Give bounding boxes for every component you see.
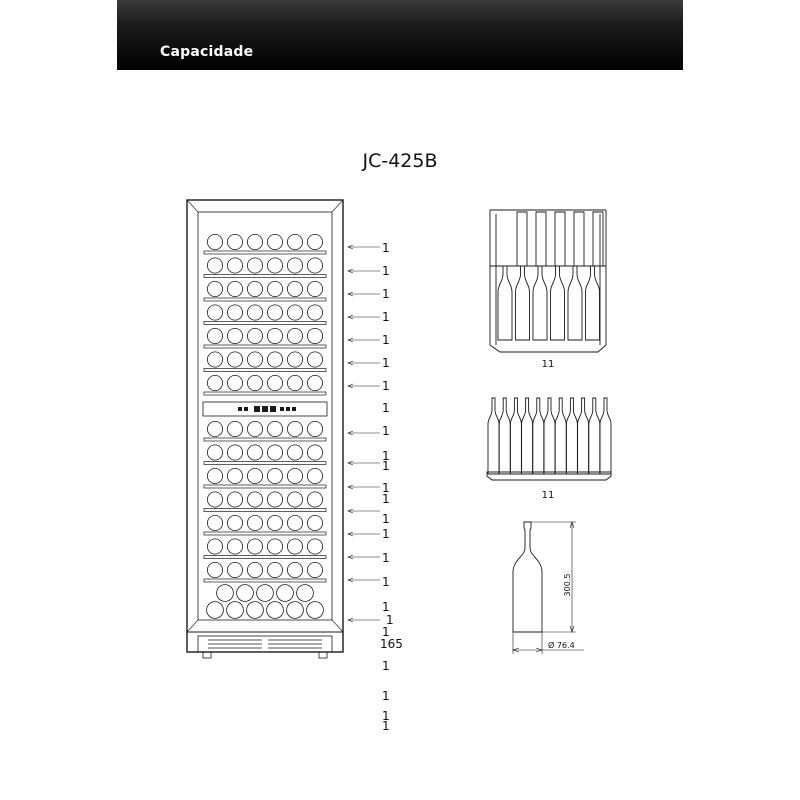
model-title: JC-425B <box>362 150 438 172</box>
bottle-end <box>247 602 264 619</box>
bottle-top-view <box>536 212 546 266</box>
fixed-shelf-tray <box>487 472 611 480</box>
bottle-end <box>267 421 282 436</box>
bottle-end <box>307 468 322 483</box>
upper-zone-shelves <box>204 234 326 395</box>
bottle-end <box>227 258 242 273</box>
sliding-shelf-drawing <box>490 210 606 352</box>
bottle-end <box>227 421 242 436</box>
bottle-end <box>227 445 242 460</box>
bottle-end <box>247 515 262 530</box>
bottle-end <box>287 445 302 460</box>
shelf-rail <box>204 251 326 254</box>
shelf-rail <box>204 369 326 372</box>
shelf-rail <box>204 462 326 465</box>
bottle-end <box>247 468 262 483</box>
bottle-end <box>267 602 284 619</box>
bottle-end <box>307 281 322 296</box>
bottle-end <box>227 281 242 296</box>
bottle-end <box>267 539 282 554</box>
callout-arrow <box>348 555 380 559</box>
bottle-end <box>287 305 302 320</box>
wine-cabinet-drawing <box>187 200 343 658</box>
shelf-rail <box>204 509 326 512</box>
bottle-side <box>551 266 565 340</box>
bottle-end <box>207 328 222 343</box>
lower-shelf-7 <box>204 562 326 582</box>
shelf-capacity-label: 1 <box>382 379 390 393</box>
bottle-end <box>287 602 304 619</box>
shelf-capacity-label: 1 <box>382 551 390 565</box>
bottle-side <box>498 266 512 340</box>
bottle-end <box>247 352 262 367</box>
bottle-end <box>267 305 282 320</box>
shelf-capacity-label: 1 <box>382 310 390 324</box>
callout-arrow <box>348 509 380 513</box>
shelf-capacity-label: 1 <box>382 689 390 703</box>
bottle-end <box>307 492 322 507</box>
bottle-top-view <box>574 212 584 266</box>
bottle-end <box>207 234 222 249</box>
shelf-capacity-label: 1 <box>382 719 390 733</box>
bottle-end <box>247 258 262 273</box>
upper-shelf-1 <box>204 234 326 254</box>
shelf-capacity-label: 1 <box>382 481 390 495</box>
shelf-capacity-label: 1 <box>382 287 390 301</box>
bottle-side <box>516 266 530 340</box>
shelf-capacity-label: 1 <box>382 527 390 541</box>
bottle-side <box>499 398 510 474</box>
bottle-top-view <box>555 212 565 266</box>
fixed-shelf-bottles <box>488 398 611 474</box>
lower-shelf-1 <box>204 421 326 441</box>
control-panel-buttons <box>238 406 296 412</box>
shelf-rail <box>204 438 326 441</box>
callout-arrow <box>348 618 380 622</box>
shelf-capacity-label: 1 <box>382 659 390 673</box>
bottle-end <box>287 515 302 530</box>
bottle-end <box>307 258 322 273</box>
shelf-rail <box>204 556 326 559</box>
bottle-side <box>578 398 589 474</box>
bottle-end <box>207 445 222 460</box>
bottle-end <box>287 562 302 577</box>
bottle-end <box>287 281 302 296</box>
base-shelf-stacked <box>207 585 324 619</box>
lower-shelf-5 <box>204 515 326 535</box>
base-shelf-capacity-label: 1 <box>386 613 394 627</box>
bottle-end <box>217 585 234 602</box>
bottle-side <box>566 398 577 474</box>
sliding-shelf-bottles <box>498 212 603 340</box>
bottle-end <box>307 421 322 436</box>
shelf-capacity-label: 1 <box>382 625 390 639</box>
bottle-end <box>227 602 244 619</box>
fixed-shelf-drawing <box>487 398 611 480</box>
lower-shelf-6 <box>204 539 326 559</box>
bottle-end <box>227 234 242 249</box>
bottle-side <box>522 398 533 474</box>
bottle-end <box>207 602 224 619</box>
vent-grille <box>198 636 332 652</box>
bottle-end <box>207 258 222 273</box>
callout-arrow <box>348 269 380 273</box>
bottle-end <box>277 585 294 602</box>
bottle-end <box>307 375 322 390</box>
lower-shelf-4 <box>204 492 326 512</box>
bottle-end <box>267 281 282 296</box>
bottle-end <box>307 352 322 367</box>
bottle-end <box>247 445 262 460</box>
bottle-side <box>600 398 611 474</box>
bottle-end <box>307 602 324 619</box>
bottle-side <box>533 398 544 474</box>
bottle-end <box>267 515 282 530</box>
bottle-end <box>207 281 222 296</box>
shelf-rail <box>204 392 326 395</box>
bottle-end <box>297 585 314 602</box>
page-title: Capacidade <box>160 44 254 60</box>
bottle-end <box>247 492 262 507</box>
foot-right <box>319 652 327 658</box>
bottle-end <box>307 234 322 249</box>
shelf-rail <box>204 345 326 348</box>
upper-shelf-2 <box>204 258 326 278</box>
lower-zone-shelves <box>204 421 326 582</box>
bottle-end <box>287 258 302 273</box>
bottle-end <box>267 234 282 249</box>
shelf-capacity-label: 1 <box>382 424 390 438</box>
bottle-end <box>267 445 282 460</box>
shelf-rail <box>204 579 326 582</box>
bottle-end <box>287 492 302 507</box>
shelf-rail <box>204 298 326 301</box>
bottle-end <box>267 468 282 483</box>
bottle-end <box>207 562 222 577</box>
shelf-capacity-label: 1 <box>382 600 390 614</box>
bottle-end <box>207 492 222 507</box>
shelf-capacity-label: 1 <box>382 575 390 589</box>
bottle-top-view <box>517 212 527 266</box>
bottle-side <box>568 266 582 340</box>
upper-shelf-6 <box>204 352 326 372</box>
bottle-side <box>555 398 566 474</box>
shelf-rail <box>204 485 326 488</box>
upper-shelf-5 <box>204 328 326 348</box>
callout-arrow <box>348 361 380 365</box>
bottle-side <box>586 266 600 340</box>
bottle-end <box>227 515 242 530</box>
bottle-dimension-drawing <box>513 522 584 654</box>
shelf-capacity-label: 1 <box>382 512 390 526</box>
bottle-end <box>307 328 322 343</box>
shelf-capacity-label: 1 <box>382 709 390 723</box>
bottle-end <box>267 352 282 367</box>
shelf-capacity-label: 1 <box>382 459 390 473</box>
fixed-shelf-capacity: 11 <box>541 490 555 501</box>
bottle-end <box>287 468 302 483</box>
bottle-end <box>227 492 242 507</box>
bottle-end <box>207 468 222 483</box>
shelf-callouts <box>348 245 380 622</box>
lower-shelf-2 <box>204 445 326 465</box>
callout-arrow <box>348 338 380 342</box>
callout-arrow <box>348 384 380 388</box>
lower-shelf-3 <box>204 468 326 488</box>
bottle-end <box>207 421 222 436</box>
shelf-capacity-label: 1 <box>382 449 390 463</box>
bottle-outline <box>513 522 542 632</box>
bottle-height-label: 300.5 <box>563 573 572 597</box>
bottle-end <box>267 328 282 343</box>
bottle-end <box>227 375 242 390</box>
bottle-end <box>307 539 322 554</box>
upper-shelf-4 <box>204 305 326 325</box>
shelf-capacity-label: 1 <box>382 401 390 415</box>
shelf-capacity-label: 1 <box>382 333 390 347</box>
bottle-end <box>247 305 262 320</box>
callout-arrow <box>348 532 380 536</box>
foot-left <box>203 652 211 658</box>
bottle-end <box>207 375 222 390</box>
bottle-end <box>247 375 262 390</box>
bottle-side <box>510 398 521 474</box>
shelf-capacity-label: 1 <box>382 241 390 255</box>
callout-arrow <box>348 245 380 249</box>
bottle-end <box>207 352 222 367</box>
bottle-end <box>287 234 302 249</box>
bottle-diameter-label: Ø 76.4 <box>548 641 575 650</box>
bottle-end <box>257 585 274 602</box>
callout-arrow <box>348 431 380 435</box>
bottle-end <box>267 258 282 273</box>
callout-arrow <box>348 578 380 582</box>
shelf-rail <box>204 532 326 535</box>
bottle-end <box>227 562 242 577</box>
bottle-end <box>207 539 222 554</box>
bottle-end <box>287 328 302 343</box>
total-capacity-label: 165 <box>380 637 403 651</box>
bottle-end <box>247 281 262 296</box>
bottle-end <box>237 585 254 602</box>
bottle-end <box>287 352 302 367</box>
callout-arrow <box>348 315 380 319</box>
bottle-end <box>247 421 262 436</box>
bottle-end <box>247 234 262 249</box>
shelf-rail <box>204 275 326 278</box>
bottle-end <box>247 539 262 554</box>
bottle-end <box>207 515 222 530</box>
bottle-side <box>544 398 555 474</box>
callout-arrow <box>348 461 380 465</box>
bottle-top-view <box>593 212 603 266</box>
bottle-end <box>227 305 242 320</box>
bottle-end <box>267 562 282 577</box>
bottle-end <box>307 445 322 460</box>
bottle-side <box>589 398 600 474</box>
bottle-end <box>267 375 282 390</box>
bottle-end <box>307 562 322 577</box>
callout-arrow <box>348 292 380 296</box>
capacity-column-labels <box>382 241 390 733</box>
bottle-end <box>247 328 262 343</box>
bottle-end <box>287 539 302 554</box>
bottle-end <box>267 492 282 507</box>
shelf-rail <box>204 322 326 325</box>
bottle-end <box>287 375 302 390</box>
bottle-end <box>247 562 262 577</box>
bottle-end <box>227 352 242 367</box>
bottle-end <box>307 305 322 320</box>
shelf-capacity-label: 1 <box>382 264 390 278</box>
upper-shelf-3 <box>204 281 326 301</box>
shelf-capacity-label: 1 <box>382 492 390 506</box>
bottle-end <box>227 539 242 554</box>
bottle-end <box>227 468 242 483</box>
bottle-end <box>287 421 302 436</box>
bottle-end <box>207 305 222 320</box>
bottle-end <box>307 515 322 530</box>
bottle-side <box>533 266 547 340</box>
bottle-side <box>488 398 499 474</box>
shelf-capacity-label: 1 <box>382 356 390 370</box>
callout-arrow <box>348 485 380 489</box>
upper-shelf-7 <box>204 375 326 395</box>
sliding-shelf-capacity: 11 <box>541 359 555 370</box>
bottle-end <box>227 328 242 343</box>
